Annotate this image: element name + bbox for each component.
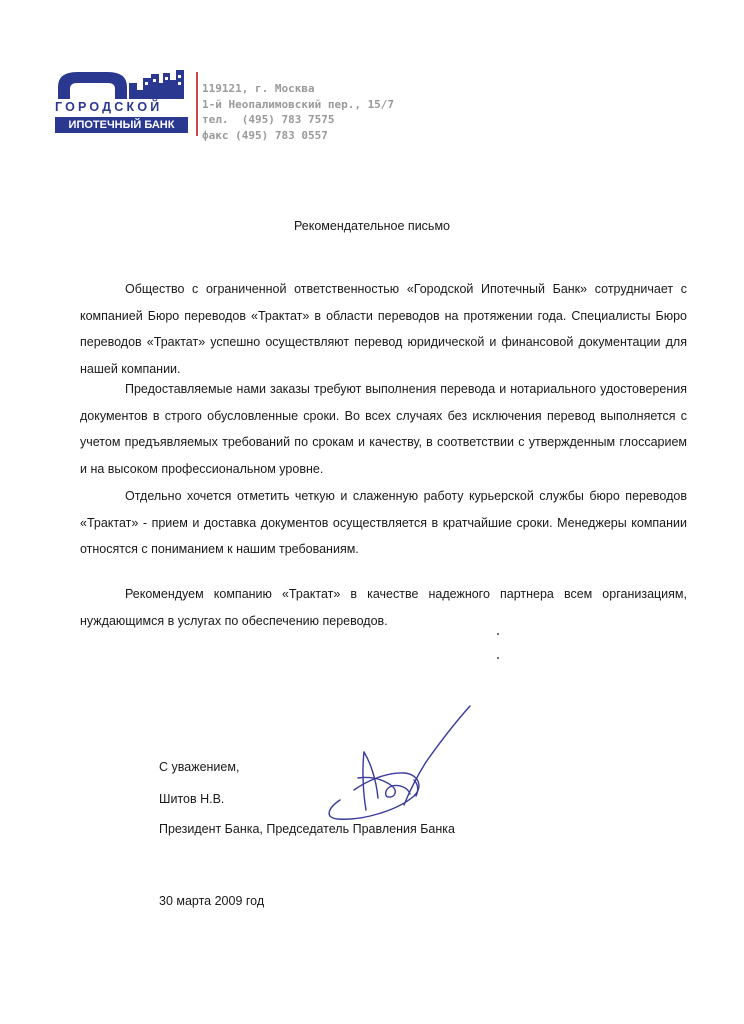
bank-logo-graphic	[55, 68, 195, 102]
closing-text: С уважением,	[159, 760, 240, 774]
paragraph-text: Общество с ограниченной ответственностью «Городской Ипотечный Банк» сотрудничает с компанией Бюро переводов «Трактат» в области переводов на протяжении года. Специалисты Бюро переводов «Трактат» успешно осуществляют перевод юридической и финансовой документации для нашей компании.	[80, 282, 687, 376]
address-street: 1-й Неопалимовский пер., 15/7	[202, 97, 395, 111]
paragraph-text: Предоставляемые нами заказы требуют выполнения перевода и нотариального удостоверения документов в строго обусловленные сроки. Во всех случаях без исключения перевод выполняется с учетом предъявляемых требований по срокам и качеству, в соответствии с утвержденным глоссарием и на высоком профессиональном уровне.	[80, 382, 687, 476]
address-street-city: 119121, г. Москва	[202, 82, 315, 95]
letter-body-paragraph	[80, 581, 687, 634]
letterhead-divider	[196, 72, 198, 136]
signer-position: Президент Банка, Председатель Правления Банка	[159, 822, 455, 836]
bank-logo	[55, 68, 195, 136]
letter-body-paragraph	[80, 276, 687, 382]
scan-speck	[497, 657, 499, 659]
handwritten-signature	[318, 700, 478, 825]
letter-body-paragraph	[80, 376, 687, 482]
bank-address-block	[202, 81, 394, 143]
scan-speck	[497, 633, 499, 635]
address-fax: факс (495) 783 0557	[202, 128, 328, 142]
logo-wordmark-top: ГОРОДСКОЙ	[55, 100, 163, 114]
paragraph-text: Рекомендуем компанию «Трактат» в качестве надежного партнера всем организациям, нуждающимся в услугах по обеспечению переводов.	[80, 587, 687, 628]
address-phone: тел. (495) 783 7575	[202, 113, 335, 126]
letter-title: Рекомендательное письмо	[294, 219, 450, 233]
signer-name: Шитов Н.В.	[159, 792, 225, 806]
letter-body-paragraph	[80, 483, 687, 563]
paragraph-text: Отдельно хочется отметить четкую и слаженную работу курьерской службы бюро переводов «Трактат» - прием и доставка документов осуществляется в кратчайшие сроки. Менеджеры компании относятся с пониманием к нашим требованиям.	[80, 489, 687, 556]
logo-wordmark-bottom: ИПОТЕЧНЫЙ БАНК	[55, 117, 188, 133]
letter-date: 30 марта 2009 год	[159, 894, 265, 908]
